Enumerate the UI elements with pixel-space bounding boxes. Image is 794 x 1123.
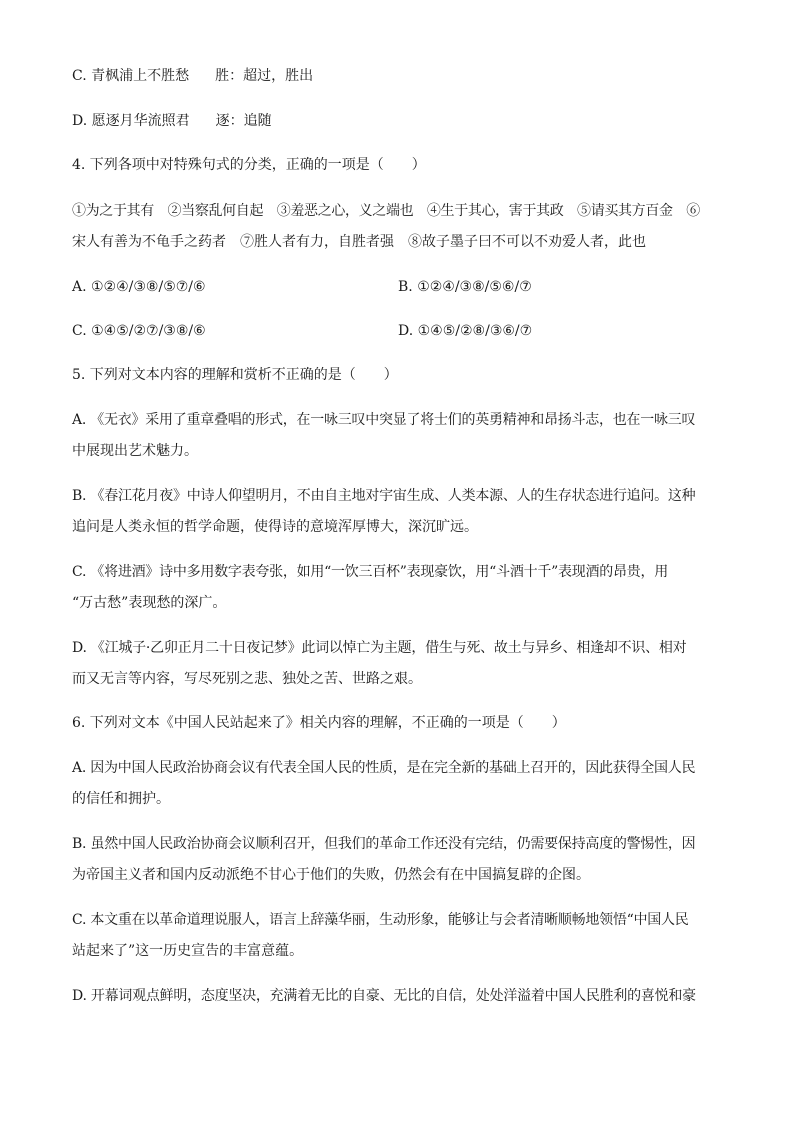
q4-option-b: B. ①②④/③⑧/⑤⑥/⑦	[398, 279, 532, 295]
q3-option-c-text: C. 青枫浦上不胜愁	[72, 68, 190, 84]
q5-option-a-line-1: A. 《无衣》采用了重章叠唱的形式，在一咏三叹中突显了将士们的英勇精神和昂扬斗志，也在一咏三叹	[72, 412, 696, 428]
q6-option-c-line-2: 站起来了”这一历史宣告的丰富意蕴。	[72, 943, 304, 959]
q6-option-b-line-2: 为帝国主义者和国内反动派绝不甘心于他们的失败，仍然会有在中国搞复辟的企图。	[72, 867, 590, 883]
q6-option-d-line-1: D. 开幕词观点鲜明，态度坚决，充满着无比的自豪、无比的自信，处处洋溢着中国人民胜利的喜悦和豪	[72, 988, 696, 1004]
q6-option-b-line-1: B. 虽然中国人民政治协商会议顺利召开，但我们的革命工作还没有完结，仍需要保持高度的警惕性，因	[72, 836, 696, 852]
q5-option-d-line-2: 而又无言等内容，写尽死别之悲、独处之苦、世路之艰。	[72, 671, 422, 687]
q4-items-line-1: ①为之于其有 ②当察乱何自起 ③羞恶之心，义之端也 ④生于其心，害于其政 ⑤请买其方百金 ⑥	[72, 203, 700, 219]
q3-option-d-note: 逐：追随	[215, 113, 272, 129]
q4-option-a: A. ①②④/③⑧/⑤⑦/⑥	[72, 279, 206, 295]
q3-option-d	[72, 112, 272, 130]
q6-option-c-line-1: C. 本文重在以革命道理说服人，语言上辞藻华丽，生动形象，能够让与会者清晰顺畅地领悟“中国人民	[72, 912, 689, 928]
exam-page	[72, 0, 722, 1123]
q6-option-a-line-1: A. 因为中国人民政治协商会议有代表全国人民的性质，是在完全新的基础上召开的，因此获得全国人民	[72, 760, 696, 776]
q3-option-d-text: D. 愿逐月华流照君	[72, 113, 190, 129]
q3-option-c-note: 胜：超过，胜出	[215, 68, 314, 84]
q4-option-c: C. ①④⑤/②⑦/③⑧/⑥	[72, 323, 206, 339]
q5-option-a-line-2: 中展现出艺术魅力。	[72, 443, 198, 459]
q6-stem: 6. 下列对文本《中国人民站起来了》相关内容的理解，不正确的一项是（ ）	[72, 715, 566, 731]
q5-option-b-line-2: 追问是人类永恒的哲学命题，使得诗的意境浑厚博大，深沉旷远。	[72, 519, 478, 535]
q5-option-c-line-2: “万古愁”表现愁的深广。	[72, 595, 227, 611]
q3-option-c	[72, 67, 313, 85]
q5-stem: 5. 下列对文本内容的理解和赏析不正确的是（ ）	[72, 367, 398, 383]
q5-option-d-line-1: D. 《江城子·乙卯正月二十日夜记梦》此词以悼亡为主题，借生与死、故土与异乡、相逢却不识、相对	[72, 640, 687, 656]
q6-option-a-line-2: 的信任和拥护。	[72, 791, 170, 807]
q5-option-c-line-1: C. 《将进酒》诗中多用数字表夸张，如用“一饮三百杯”表现豪饮，用“斗酒十千”表现酒的昂贵，用	[72, 564, 668, 580]
q4-stem: 4. 下列各项中对特殊句式的分类，正确的一项是（ ）	[72, 157, 426, 173]
q5-option-b-line-1: B. 《春江花月夜》中诗人仰望明月，不由自主地对宇宙生成、人类本源、人的生存状态进行追问。这种	[72, 488, 696, 504]
q4-items-line-2: 宋人有善为不龟手之药者 ⑦胜人者有力，自胜者强 ⑧故子墨子曰不可以不劝爱人者，此也	[72, 234, 646, 250]
q4-option-d: D. ①④⑤/②⑧/③⑥/⑦	[398, 323, 533, 339]
